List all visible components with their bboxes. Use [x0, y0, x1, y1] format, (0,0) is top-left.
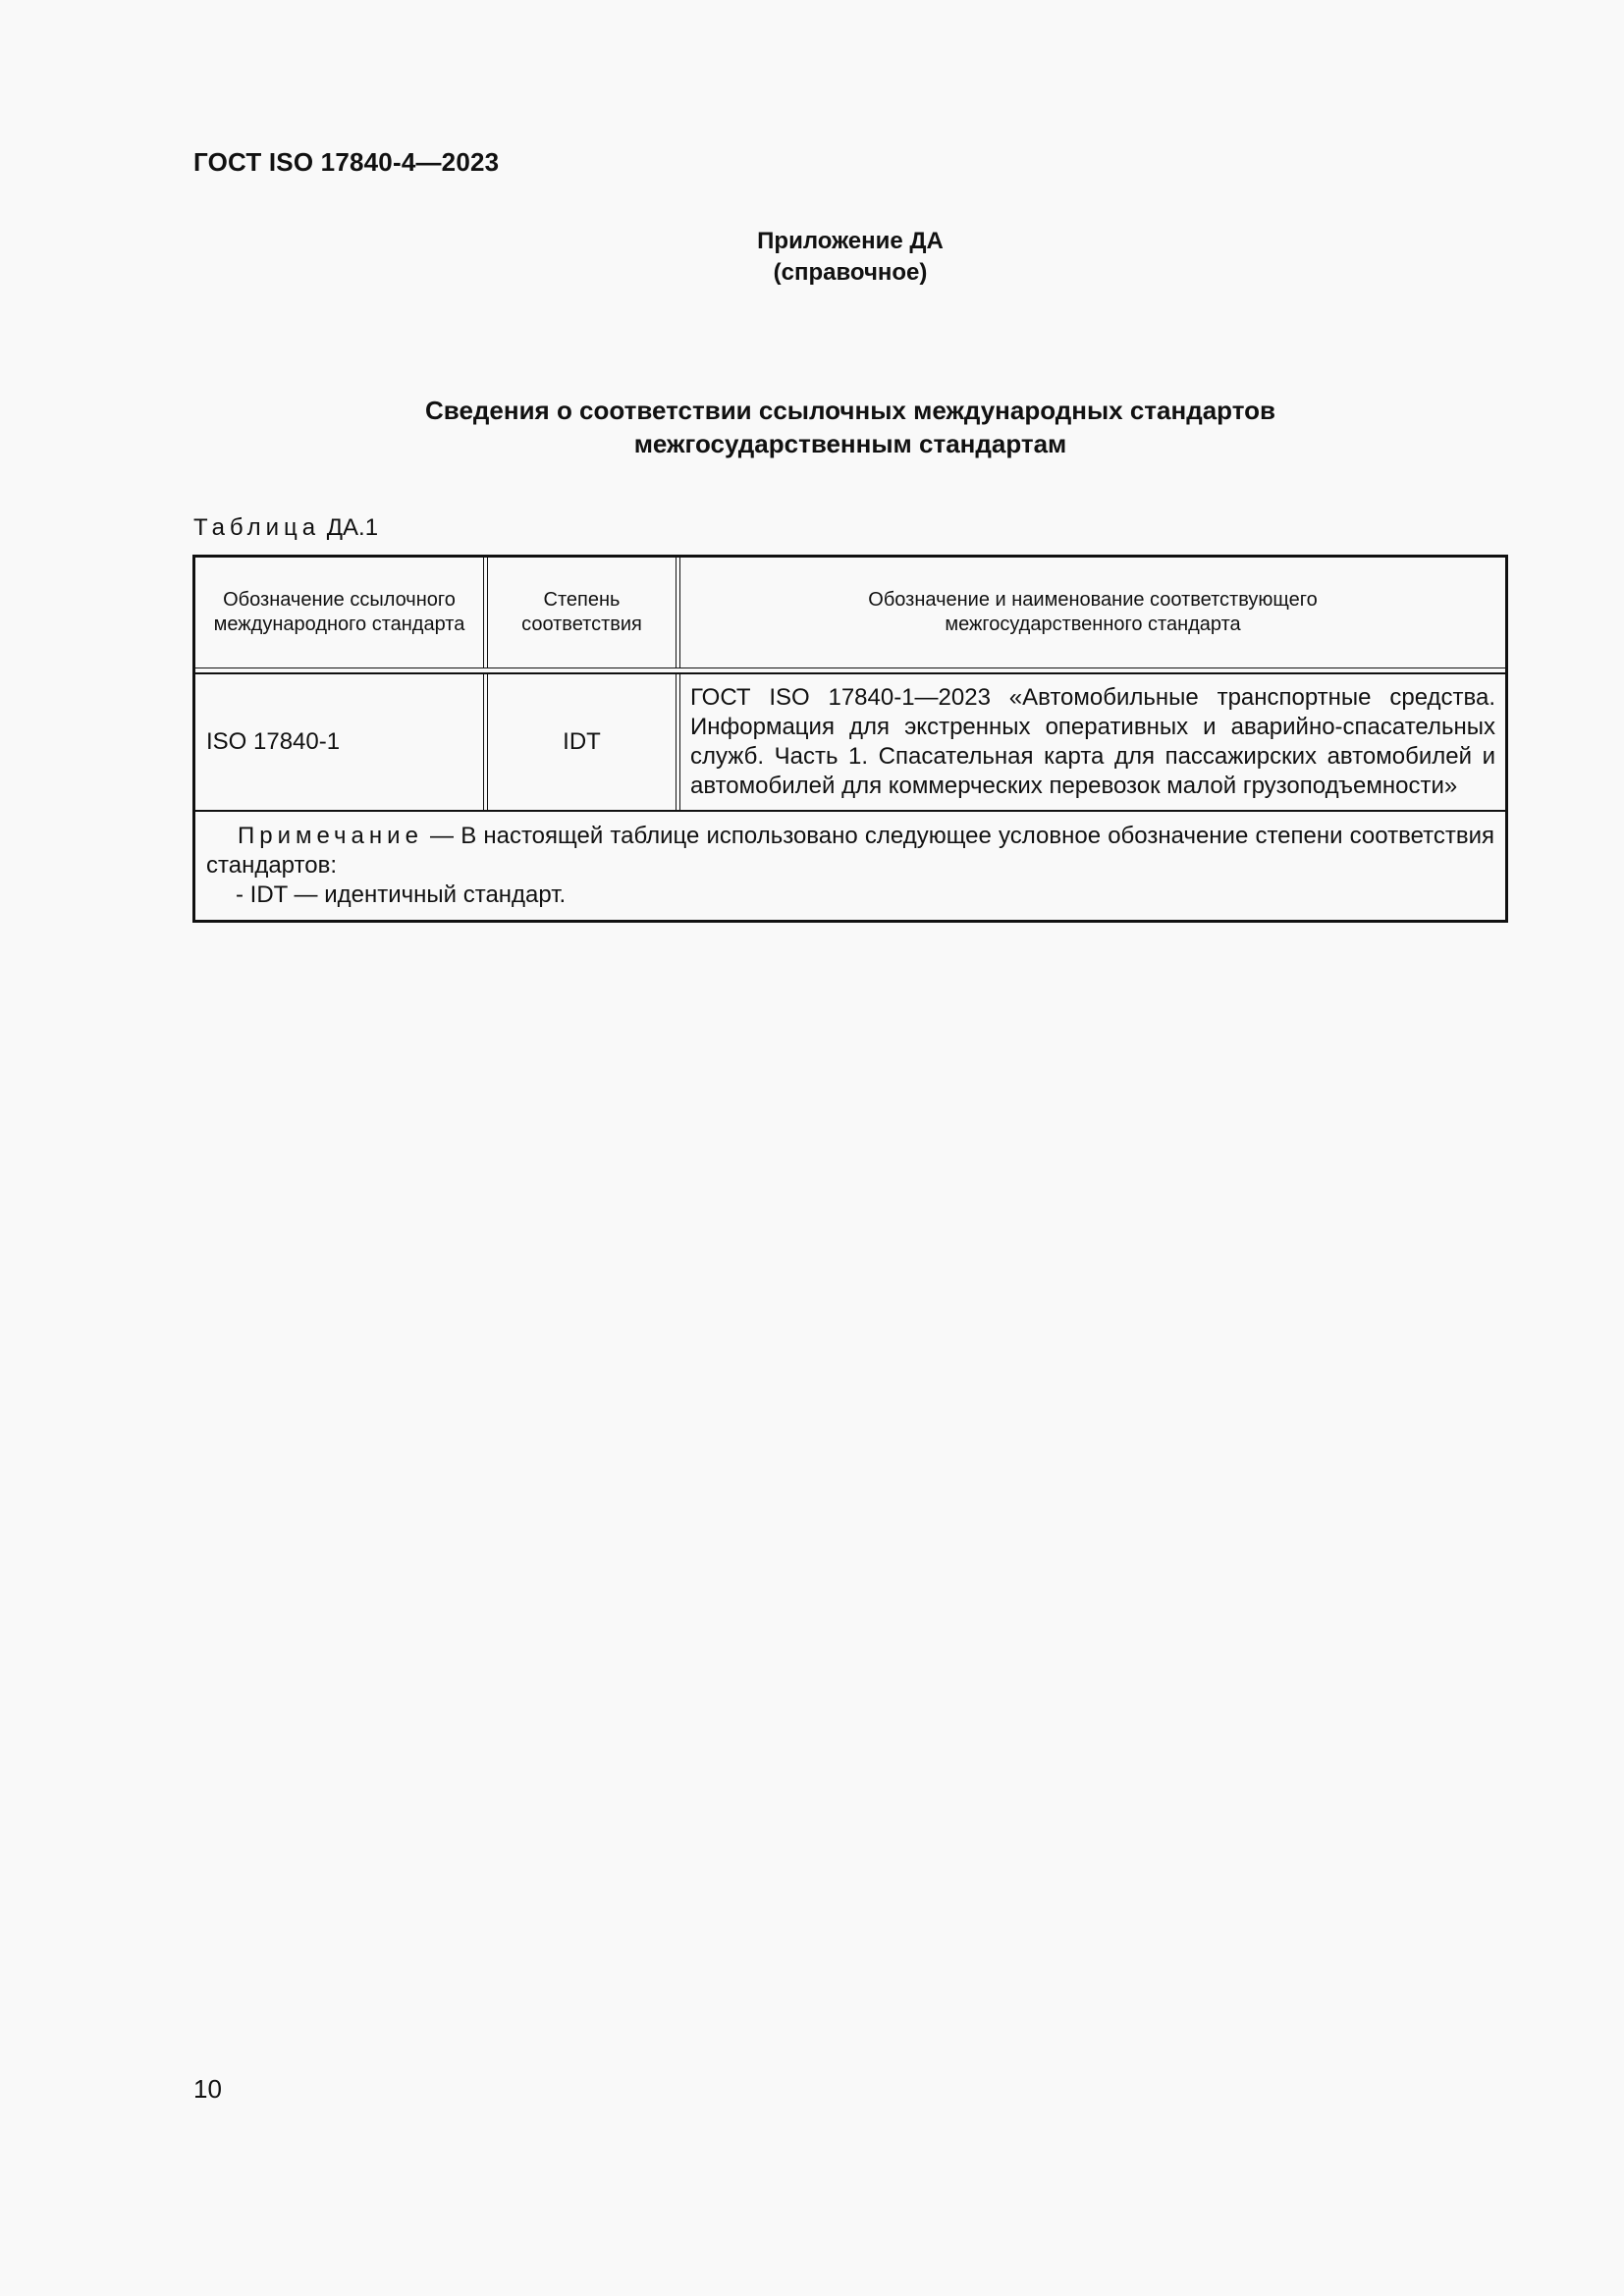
- table-header-row: [195, 558, 1505, 668]
- header-national-standard: [680, 558, 1505, 667]
- section-title-line2: межгосударственным стандартам: [633, 429, 1067, 458]
- note-label: Примечание: [238, 823, 423, 849]
- annex-heading: [0, 226, 1624, 289]
- document-code: ГОСТ ISO 17840-4—2023: [193, 147, 500, 177]
- reference-standard-cell: ISO 17840-1: [195, 674, 484, 810]
- header-national-standard-line2: межгосударственного стандарта: [945, 614, 1241, 635]
- section-title: [0, 394, 1624, 460]
- page-number: 10: [193, 2074, 222, 2104]
- degree-cell: IDT: [488, 674, 677, 810]
- section-title-line1: Сведения о соответствии ссылочных международных стандартов: [425, 396, 1275, 425]
- header-degree: Степень соответствия: [488, 558, 677, 667]
- note-paragraph: [206, 822, 1494, 881]
- header-reference-standard: Обозначение ссылочного международного стандарта: [195, 558, 484, 667]
- table-caption: [193, 514, 378, 542]
- national-standard-text: ГОСТ ISO 17840-1—2023 «Автомобильные транспортные средства. Информация для экстренных оперативных и аварийно-спасательных служб. Часть 1. Спасательная карта для пассажирских автомобилей и автомобилей для коммерческих перевозок малой грузоподъемности»: [690, 684, 1495, 799]
- table-caption-label: Таблица: [193, 514, 321, 541]
- annex-type: (справочное): [773, 259, 928, 286]
- table-caption-number: ДА.1: [326, 514, 379, 541]
- national-standard-cell: [680, 674, 1505, 810]
- correspondence-table: [192, 555, 1508, 923]
- table-note: [195, 812, 1505, 920]
- note-item: - IDT — идентичный стандарт.: [236, 881, 567, 908]
- header-national-standard-line1: Обозначение и наименование соответствующего: [868, 589, 1318, 611]
- table-row: [195, 674, 1505, 812]
- annex-title: Приложение ДА: [757, 228, 944, 254]
- note-text: — В настоящей таблице использовано следующее условное обозначение степени соответствия стандартов:: [206, 823, 1494, 879]
